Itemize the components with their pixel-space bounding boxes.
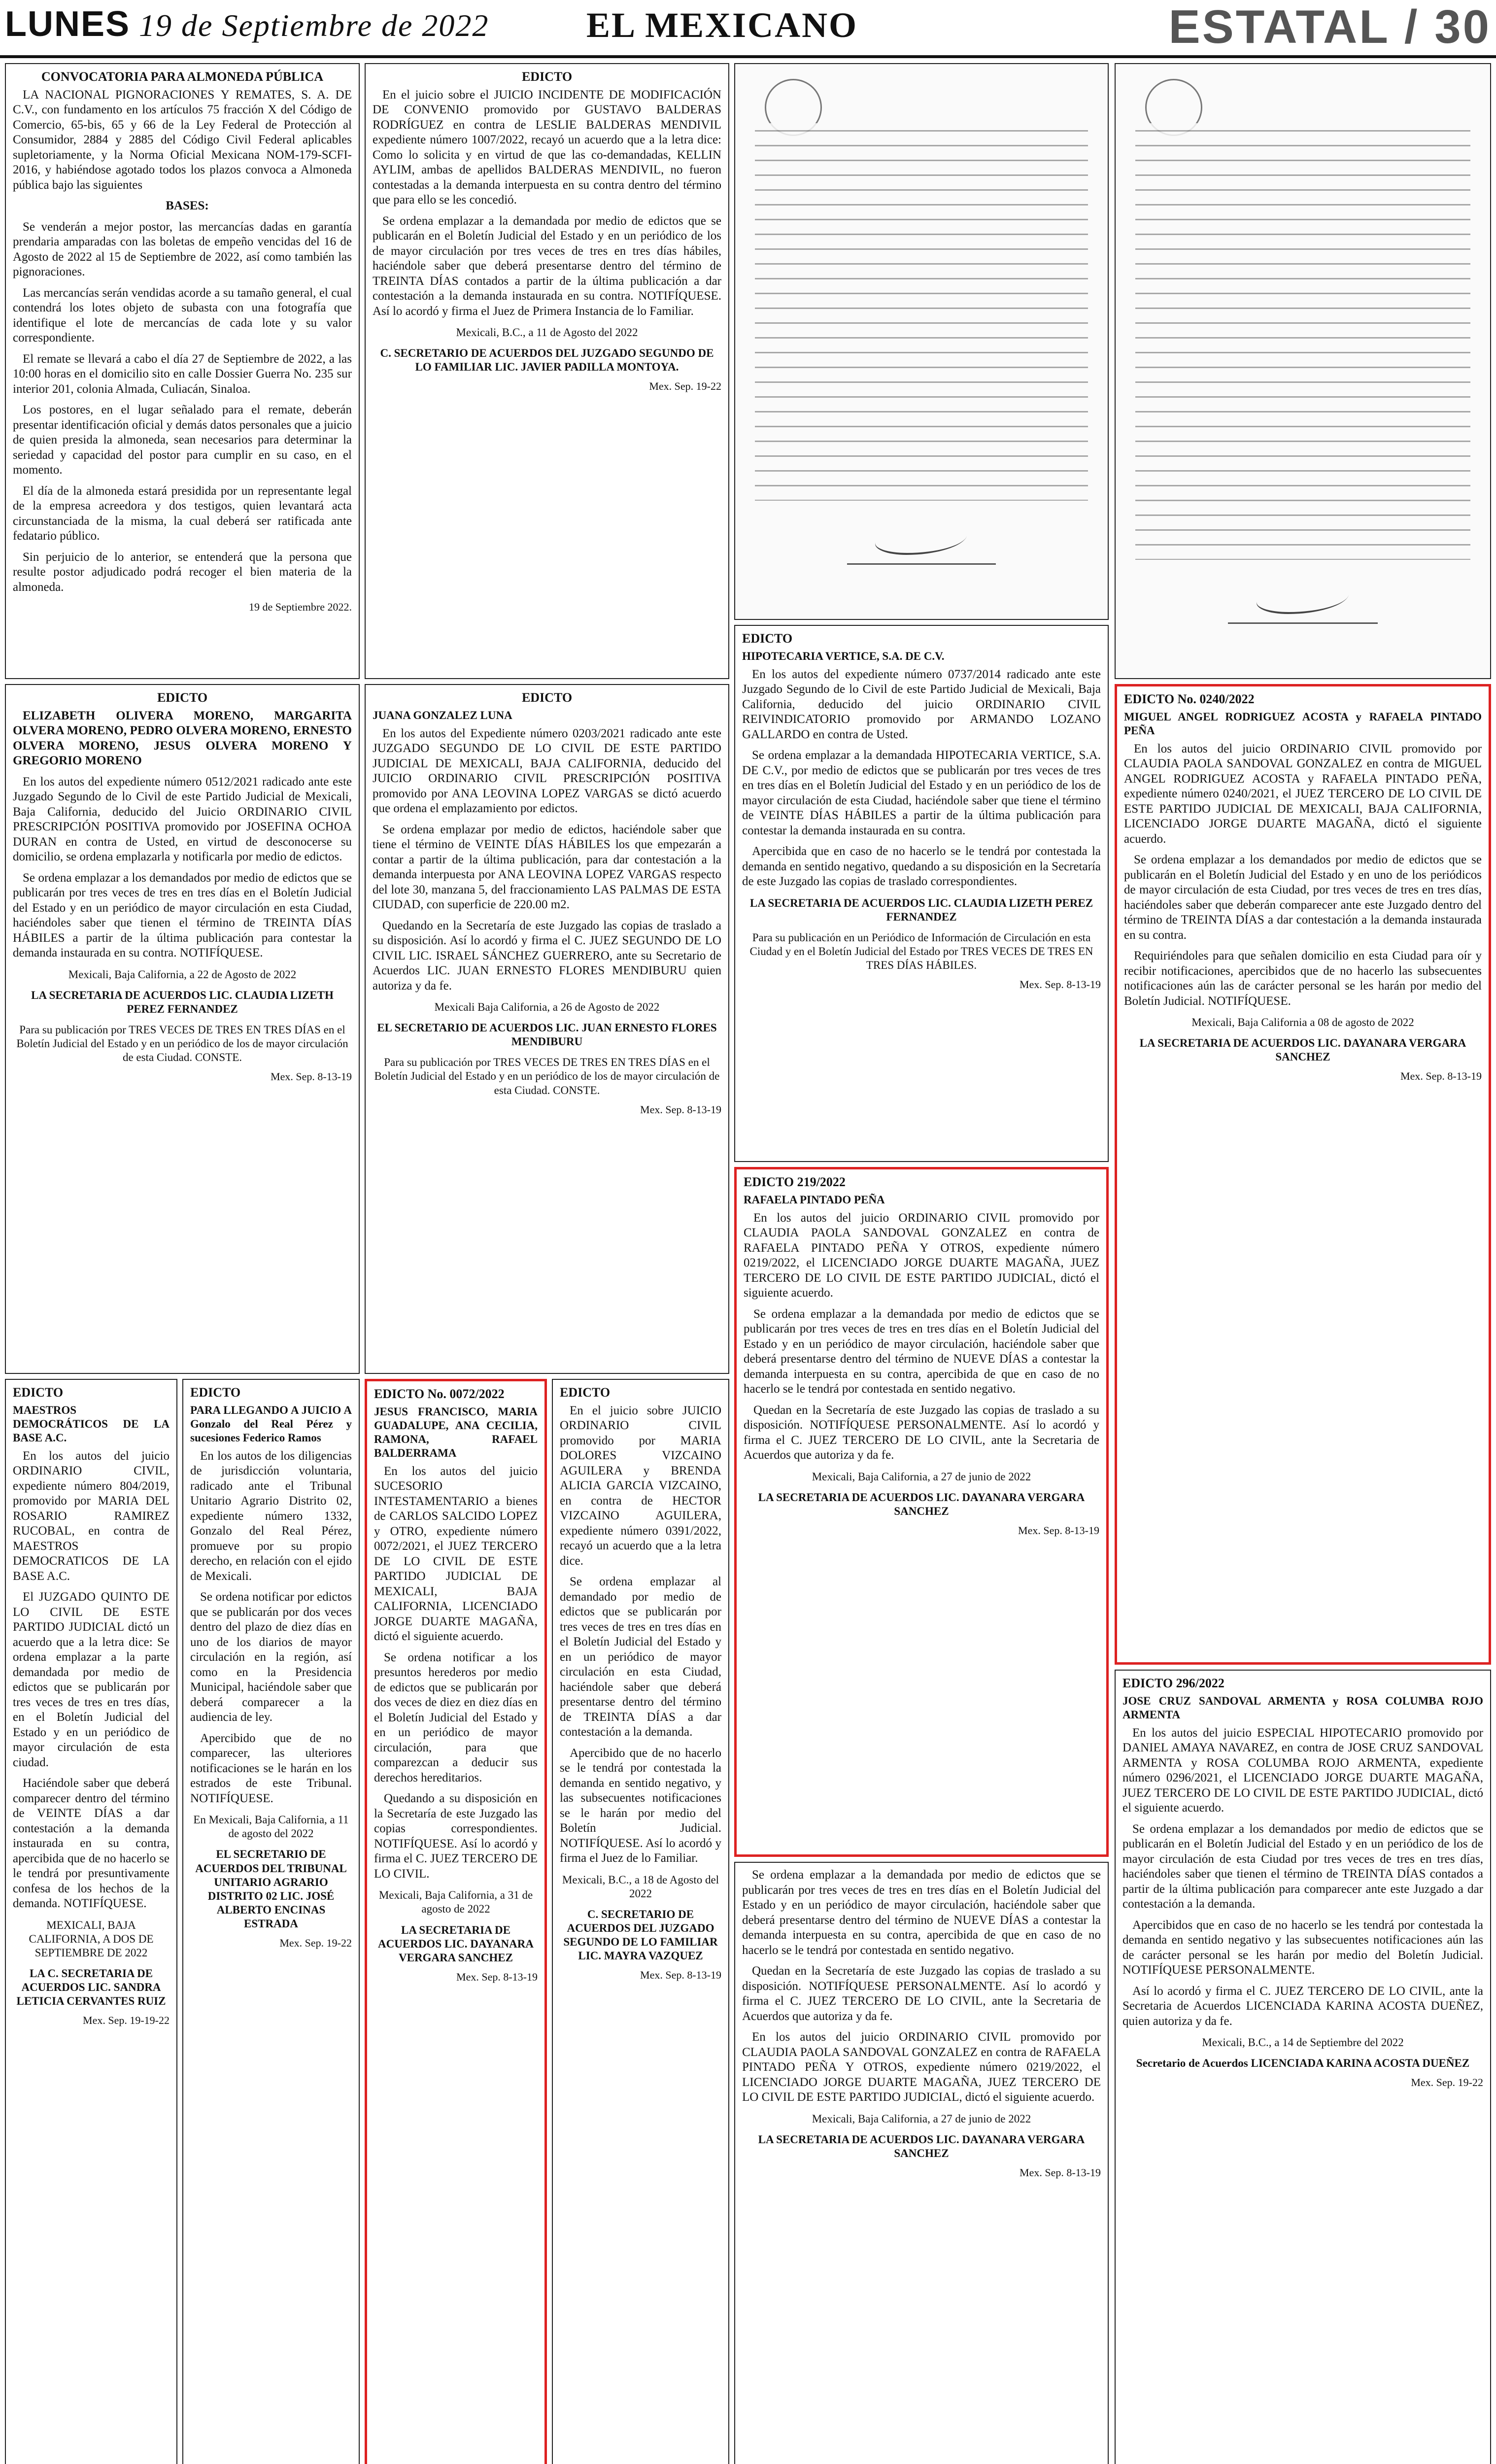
signature-line (847, 563, 996, 565)
edicto-paragraph: En los autos del juicio ORDINARIO CIVIL promovido por CLAUDIA PAOLA SANDOVAL GONZALEZ en contra de RAFAELA PINTADO PEÑA Y OTROS, expediente número 0219/2022, el LICENCIADO JORGE DUARTE MAGAÑA, JUEZ TERCERO DE LO CIVIL DE ESTE PARTIDO JUDICIAL, dictó el siguiente acuerdo. (744, 1211, 1099, 1300)
page-header (0, 0, 1496, 58)
edicto-addressee: JUANA GONZALEZ LUNA (373, 709, 512, 721)
edicto-paragraph: En los autos del expediente número 0737/2014 radicado ante este Juzgado Segundo de lo Civil de este Partido Judicial de Mexicali, Baja California, deducido del juicio ORDINARIO CIVIL REIVINDICATORIO promovido por ARMANDO LOZANO GALLARDO en contra de Usted. (742, 667, 1101, 741)
edicto-paragraph: El JUZGADO QUINTO DE LO CIVIL DE ESTE PARTIDO JUDICIAL dictó un acuerdo que a la letra dice: Se ordena emplazar a la parte demandada por medio de edictos que se publicarán por tres veces de tres en tres días, en el Boletín Judicial del Estado y en un periódico de mayor circulación de esta ciudad. (13, 1590, 170, 1769)
edicto-paragraph: Se ordena notificar por edictos que se publicarán por dos veces dentro del plazo de diez días en uno de los diarios de mayor circulación en la región, así como en la Presidencia Municipal, haciéndole saber que deberá comparecer a la audiencia de ley. (190, 1590, 352, 1724)
edicto-footer: Mex. Sep. 8-13-19 (1018, 1524, 1099, 1537)
almoneda-paragraph: Sin perjuicio de lo anterior, se entenderá que la persona que resulte postor adjudicado podrá recoger el bien materia de la almoneda. (13, 550, 352, 594)
edicto-paragraph: En los autos del expediente número 0512/2021 radicado ante este Juzgado Segundo de lo Civil de este Partido Judicial de Mexicali, Baja California, deducido del Juicio ORDINARIO CIVIL PRESCRIPCIÓN POSITIVA promovido por JOSEFINA OCHOA DURAN en contra de Usted, en virtud de desconocerse su domicilio, se ordena emplazarla y notificarla por medio de edictos. (13, 775, 352, 864)
edicto-signature: LA SECRETARIA DE ACUERDOS LIC. DAYANARA VERGARA SANCHEZ (758, 1491, 1085, 1517)
edicto-paragraph: Haciéndole saber que deberá comparecer dentro del término de VEINTE DÍAS a dar contestación a la demanda instaurada en su contra, apercibida que de no hacerlo se le tendrá por presuntivamente confesa de los hechos de la demanda. NOTIFÍQUESE. (13, 1777, 170, 1911)
edicto-publication: Para su publicación por TRES VECES DE TRES EN TRES DÍAS en el Boletín Judicial del Estado y en un periódico de los de mayor circulación de esta Ciudad. CONSTE. (374, 1056, 720, 1096)
edicto-title: EDICTO (190, 1385, 241, 1400)
edicto-place: Mexicali Baja California, a 26 de Agosto de 2022 (434, 1001, 660, 1014)
header-day (5, 4, 489, 44)
almoneda-paragraph: El remate se llevará a cabo el día 27 de Septiembre de 2022, a las 10:00 horas en el domicilio sito en calle Dossier Guerra No. 235 sur interior 201, colonia Almada, Culiacán, Sinaloa. (13, 352, 352, 396)
edicto-signature: C. SECRETARIO DE ACUERDOS DEL JUZGADO SEGUNDO DE LO FAMILIAR LIC. MAYRA VAZQUEZ (563, 1908, 718, 1962)
edicto-footer: Mex. Sep. 19-22 (1411, 2076, 1483, 2089)
scanned-text-lines (1135, 123, 1470, 560)
edicto-addressee: MAESTROS DEMOCRÁTICOS DE LA BASE A.C. (13, 1403, 170, 1444)
edicto-footer: Mex. Sep. 8-13-19 (640, 1969, 721, 1981)
edicto-signature: Secretario de Acuerdos LICENCIADA KARINA ACOSTA DUEÑEZ (1136, 2057, 1470, 2070)
handwritten-signature (1252, 582, 1354, 614)
edicto-footer: Mex. Sep. 8-13-19 (1020, 2166, 1101, 2179)
edicto-tribunal-agrario (182, 1379, 360, 2464)
edicto-signature: LA SECRETARIA DE ACUERDOS LIC. DAYANARA VERGARA SANCHEZ (378, 1923, 534, 1964)
edicto-vizcaino-aguilera (552, 1379, 729, 2464)
edicto-title: EDICTO (521, 690, 573, 705)
section-label: ESTATAL / 30 (1168, 0, 1491, 53)
edicto-juana-gonzalez (365, 684, 729, 1374)
edicto-paragraph: En el juicio sobre JUICIO ORDINARIO CIVIL promovido por MARIA DOLORES VIZCAINO AGUILERA y BRENDA ALICIA GARCIA VIZCAINO, en contra de HECTOR VIZCAINO AGUILERA, expediente número 0391/2022, recayó un acuerdo que a la letra dice. (560, 1403, 721, 1568)
edicto-paragraph: Se ordena emplazar por medio de edictos, haciéndole saber que tiene el término de VEINTE DÍAS HÁBILES los que empezarán a contar a partir de la última publicación, para dar contestación a la demanda interpuesta por ANA LEOVINA LOPEZ VARGAS respecto del lote 30, manzana 5, del fraccionamiento LAS PALMAS DE ESTA CIUDAD, con superficie de 220.00 m2. (373, 822, 721, 912)
edicto-signature: LA SECRETARIA DE ACUERDOS LIC. CLAUDIA LIZETH PEREZ FERNANDEZ (31, 989, 334, 1015)
edicto-paragraph: En el juicio sobre el JUICIO INCIDENTE DE MODIFICACIÓN DE CONVENIO promovido por GUSTAVO BALDERAS RODRÍGUEZ en contra de LESLIE BALDERAS MENDIVIL expediente número 1007/2022, recayó un acuerdo que a la letra dice: Como lo solicita y en virtud de que las co-demandadas, KELLIN AYLIM, ambas de apellidos BALDERAS MENDIVIL, no fueron contestadas a la demanda interpuesta en su contra dentro del término que para ello se les concedió. (373, 88, 721, 207)
edicto-paragraph: En los autos del juicio ORDINARIO CIVIL promovido por CLAUDIA PAOLA SANDOVAL GONZALEZ en contra de MIGUEL ANGEL RODRIGUEZ ACOSTA y RAFAELA PINTADO PEÑA, expediente número 0240/2021, el JUEZ TERCERO DE LO CIVIL DE ESTE PARTIDO JUDICIAL DE MEXICALI, BAJA CALIFORNIA, LICENCIADO JORGE DUARTE MAGAÑA, dictó el siguiente acuerdo. (1124, 742, 1482, 846)
edicto-paragraph: Se ordena emplazar a la demandada por medio de edictos que se publicarán en el Boletín Judicial del Estado y en un periódico de los de mayor circulación por tres veces de tres en tres días hábiles, haciéndole saber que deberá presentarse dentro del término de TREINTA DÍAS contados a partir de la última publicación a dar contestación a la demanda instaurada en su contra. NOTIFÍQUESE. Así lo acordó y firma el Juez de Primera Instancia de lo Familiar. (373, 214, 721, 318)
edicto-paragraph: Quedan en la Secretaría de este Juzgado las copias de traslado a su disposición. NOTIFÍQUESE PERSONALMENTE. Así lo acordó y firma el C. JUEZ TERCERO DE LO CIVIL, ante la Secretaria de Acuerdos que autoriza y da fe. (742, 1964, 1101, 2023)
edicto-paragraph: Apercibido que de no hacerlo se le tendrá por contestada la demanda en sentido negativo, y las subsecuentes notificaciones se le harán por medio del Boletín Judicial. NOTIFÍQUESE. Así lo acordó y firma el Juez de lo Familiar. (560, 1746, 721, 1865)
edicto-place: Mexicali, Baja California, a 22 de Agosto de 2022 (68, 968, 297, 981)
edicto-place: MEXICALI, BAJA CALIFORNIA, A DOS DE SEPTIEMBRE DE 2022 (29, 1918, 154, 1959)
edicto-paragraph: Quedan en la Secretaría de este Juzgado las copias de traslado a su disposición. NOTIFÍQUESE PERSONALMENTE. Así lo acordó y firma el C. JUEZ TERCERO DE LO CIVIL, ante la Secretaria de Acuerdos que autoriza y da fe. (744, 1403, 1099, 1462)
edicto-signature: EL SECRETARIO DE ACUERDOS LIC. JUAN ERNESTO FLORES MENDIBURU (377, 1022, 717, 1048)
edicto-place: En Mexicali, Baja California, a 11 de agosto del 2022 (193, 1814, 349, 1840)
almoneda-paragraph: LA NACIONAL PIGNORACIONES Y REMATES, S. A. DE C.V., con fundamento en los artículos 75 fracción X del Código de Comercio, 65-bis, 65 y 66 de la Ley Federal de Protección al Consumidor, 2884 y 2885 del Código Civil Federal aplicables supletoriamente, y la Norma Oficial Mexicana NOM-179-SCFI-2016, y habiéndose agotado todos los plazos convoca a Almoneda pública bajo las siguientes (13, 88, 352, 192)
header-date: 19 de Septiembre de 2022 (139, 8, 489, 43)
edicto-paragraph: En los autos del Expediente número 0203/2021 radicado ante este JUZGADO SEGUNDO DE LO CIVIL DE ESTE PARTIDO JUDICIAL DE MEXICALI, BAJA CALIFORNIA, deducido del JUICIO ORDINARIO CIVIL PRESCRIPCIÓN POSITIVA promovido por ANA LEOVINA LOPEZ VARGAS se dictó acuerdo que ordena el emplazamiento por edictos. (373, 726, 721, 816)
edicto-place: Mexicali, Baja California, a 31 de agosto de 2022 (378, 1889, 533, 1916)
edicto-paragraph: Quedando a su disposición en la Secretaría de este Juzgado las copias correspondientes. NOTIFÍQUESE. Así lo acordó y firma el C. JUEZ TERCERO DE LO CIVIL. (374, 1792, 538, 1881)
edicto-title: EDICTO 296/2022 (1122, 1676, 1224, 1690)
edicto-publication: Para su publicación por TRES VECES DE TRES EN TRES DÍAS en el Boletín Judicial del Estado y en un periódico de los de mayor circulación de esta Ciudad. CONSTE. (16, 1023, 348, 1063)
edicto-signature: LA SECRETARIA DE ACUERDOS LIC. DAYANARA VERGARA SANCHEZ (1139, 1037, 1466, 1063)
edicto-paragraph: En los autos de los diligencias de jurisdicción voluntaria, radicado ante el Tribunal Unitario Agrario Distrito 02, expediente número 1332, Gonzalo del Real Pérez, promueve por su propio derecho, en relación con el ejido de Mexicali. (190, 1449, 352, 1583)
almoneda-paragraph: Se venderán a mejor postor, las mercancías dadas en garantía prendaria amparadas con las boletas de empeño vencidas del 16 de Agosto de 2022 al 15 de Septiembre de 2022, así como también las pignoraciones. (13, 220, 352, 279)
edicto-footer: Mex. Sep. 8-13-19 (271, 1070, 352, 1083)
scanned-text-lines (755, 123, 1088, 501)
almoneda-paragraph: El día de la almoneda estará presidida por un representante legal de la empresa acreedora y dos testigos, quien levantará acta circunstanciada de la misma, la cual deberá ser ratificada ante fedatario público. (13, 484, 352, 543)
edicto-paragraph: Se ordena emplazar a los demandados por medio de edictos que se publicarán en el Boletín Judicial del Estado y en un periódico de los de mayor circulación de esta Ciudad por tres veces de tres en tres días, haciéndoles saber que tienen el término de TREINTA DÍAS contados a partir de la última publicación para comparecer ante este Juzgado a dar contestación a la demanda. (1122, 1822, 1483, 1911)
edicto-footer: Mex. Sep. 8-13-19 (640, 1103, 721, 1116)
edicto-footer: Mex. Sep. 8-13-19 (1400, 1070, 1482, 1083)
edicto-paragraph: Se ordena emplazar a la demandada por medio de edictos que se publicarán por tres veces de tres en tres días en el Boletín Judicial del Estado y en un periódico de mayor circulación, haciéndole saber que deberá presentarse dentro del término de NUEVE DÍAS a contestar la demanda interpuesta en su contra, apercibida de que en caso de no hacerlo se le tendrá por contestada en sentido negativo. (742, 1868, 1101, 1957)
edicto-paragraph: Apercibidos que en caso de no hacerlo se les tendrá por contestada la demanda en sentido negativo y las subsecuentes notificaciones aún las de carácter personal se les harán por medio del Boletín Judicial. NOTIFÍQUESE PERSONALMENTE. (1122, 1918, 1483, 1977)
edicto-paragraph: Se ordena emplazar a los demandados por medio de edictos que se publicarán por tres veces de tres en tres días en el Boletín Judicial del Estado y en un periódico de mayor circulación en esta Ciudad, haciéndoles saber que tienen el término de TREINTA DÍAS HÁBILES a partir de la última publicación para contestar la demanda instaurada en su contra. NOTIFÍQUESE. (13, 871, 352, 960)
edicto-paragraph: Apercibida que en caso de no hacerlo se le tendrá por contestada la demanda en sentido negativo, quedando a su disposición en la Secretaría de este Juzgado las copias de traslado correspondientes. (742, 845, 1101, 889)
almoneda-bases: BASES: (166, 199, 209, 213)
almoneda-notice (5, 63, 360, 679)
edicto-paragraph: Quedando en la Secretaría de este Juzgado las copias de traslado a su disposición. Así lo acordó y firma el C. JUEZ SEGUNDO DE LO CIVIL LIC. ISRAEL SÁNCHEZ GUERRERO, ante su Secretario de Acuerdos LIC. JUAN ERNESTO FLORES MENDIBURU quien autoriza y da fe. (373, 919, 721, 992)
edicto-title: EDICTO No. 0072/2022 (374, 1387, 505, 1401)
edicto-219-continuation (734, 1862, 1109, 2464)
edicto-place: Mexicali, Baja California, a 27 de junio de 2022 (812, 2112, 1031, 2125)
day-label: LUNES (5, 4, 131, 44)
edicto-title: EDICTO (742, 631, 793, 646)
edicto-title: EDICTO (521, 69, 573, 84)
edicto-signature: C. SECRETARIO DE ACUERDOS DEL JUZGADO SEGUNDO DE LO FAMILIAR LIC. JAVIER PADILLA MONTOYA. (380, 347, 714, 374)
scanned-edict-image-2 (1115, 63, 1491, 679)
edicto-title: EDICTO (560, 1385, 611, 1400)
edicto-paragraph: Así lo acordó y firma el C. JUEZ TERCERO DE LO CIVIL, ante la Secretaria de Acuerdos LICENCIADA KARINA ACOSTA DUEÑEZ, quien autoriza y da fe. (1122, 1984, 1483, 2028)
edicto-paragraph: En los autos del juicio ORDINARIO CIVIL promovido por CLAUDIA PAOLA SANDOVAL GONZALEZ en contra de RAFAELA PINTADO PEÑA Y OTROS, expediente número 0219/2022, el LICENCIADO JORGE DUARTE MAGAÑA, JUEZ TERCERO DE LO CIVIL DE ESTE PARTIDO JUDICIAL, dictó el siguiente acuerdo. (742, 2030, 1101, 2104)
edicto-title: EDICTO 219/2022 (744, 1175, 846, 1189)
edicto-signature: EL SECRETARIO DE ACUERDOS DEL TRIBUNAL UNITARIO AGRARIO DISTRITO 02 LIC. JOSÉ ALBERTO ENCINAS ESTRADA (195, 1848, 347, 1930)
edicto-paragraph: En los autos del juicio ORDINARIO CIVIL, expediente número 804/2019, promovido por MARIA DEL ROSARIO RAMIREZ RUCOBAL, en contra de MAESTROS DEMOCRATICOS DE LA BASE A.C. (13, 1449, 170, 1583)
edicto-addressee: MIGUEL ANGEL RODRIGUEZ ACOSTA y RAFAELA PINTADO PEÑA (1124, 710, 1482, 737)
edicto-0240 (1115, 684, 1491, 1665)
edicto-addressee: HIPOTECARIA VERTICE, S.A. DE C.V. (742, 650, 945, 662)
edicto-paragraph: En los autos del juicio ESPECIAL HIPOTECARIO promovido por DANIEL AMAYA NAVAREZ, en contra de JOSE CRUZ SANDOVAL ARMENTA y ROSA COLUMBA ROJO ARMENTA, expediente número 0296/2021, el LICENCIADO JORGE DUARTE MAGAÑA, JUEZ TERCERO DE LO CIVIL DE ESTE PARTIDO JUDICIAL, dictó el siguiente acuerdo. (1122, 1726, 1483, 1815)
edicto-addressees: ELIZABETH OLIVERA MORENO, MARGARITA OLVERA MORENO, PEDRO OLVERA MORENO, ERNESTO OLVERA MORENO, JESUS OLVERA MORENO Y GREGORIO MORENO (13, 709, 352, 768)
edicto-paragraph: Se ordena notificar a los presuntos herederos por medio de edictos que se publicarán por dos veces de diez en diez días en el Boletín Judicial del Estado y en un periódico de mayor circulación, para que comparezcan a deducir sus derechos hereditarios. (374, 1650, 538, 1784)
handwritten-signature (871, 523, 972, 555)
edicto-footer: Mex. Sep. 8-13-19 (456, 1970, 538, 1983)
edicto-signature: LA SECRETARIA DE ACUERDOS LIC. DAYANARA VERGARA SANCHEZ (758, 2133, 1085, 2159)
signature-line (1228, 622, 1378, 624)
edicto-olvera-moreno (5, 684, 360, 1374)
edicto-place: Mexicali, Baja California a 08 de agosto de 2022 (1191, 1016, 1414, 1029)
edicto-title: EDICTO (13, 1385, 64, 1400)
almoneda-paragraph: Las mercancías serán vendidas acorde a su tamaño general, el cual contendrá los lotes objeto de subasta con una fotografía que identifique el lote de mercancías de cada lote y su valor correspondiente. (13, 286, 352, 345)
edicto-addressee: PARA LLEGANDO A JUICIO A Gonzalo del Real Pérez y sucesiones Federico Ramos (190, 1403, 352, 1444)
edicto-hipotecaria-vertice (734, 625, 1109, 1162)
edicto-footer: Mex. Sep. 19-19-22 (83, 2014, 170, 2027)
edicto-footer: Mex. Sep. 8-13-19 (1020, 978, 1101, 991)
edicto-footer: Mex. Sep. 19-22 (649, 380, 721, 393)
edicto-paragraph: Se ordena emplazar a la demandada por medio de edictos que se publicarán por tres veces de tres en tres días en el Boletín Judicial del Estado y en un periódico de mayor circulación, haciéndole saber que deberá presentarse dentro del término de NUEVE DÍAS a contestar la demanda interpuesta en su contra, apercibida de que en caso de no hacerlo se le tendrá por contestada en sentido negativo. (744, 1307, 1099, 1396)
edicto-paragraph: Se ordena emplazar a la demandada HIPOTECARIA VERTICE, S.A. DE C.V., por medio de edictos que se publicarán por tres veces de tres en tres días en el Boletín Judicial del Estado y en un periódico de los de mayor circulación de esta Ciudad, haciéndole saber que tiene el término de VEINTE DÍAS HÁBILES a partir de la última publicación para contestar la demanda instaurada en su contra. (742, 749, 1101, 837)
almoneda-title: CONVOCATORIA PARA ALMONEDA PÚBLICA (41, 69, 324, 84)
edicto-paragraph: En los autos del juicio SUCESORIO INTESTAMENTARIO a bienes de CARLOS SALCIDO LOPEZ y OTRO, expediente número 0072/2021, el JUEZ TERCERO DE LO CIVIL DE ESTE PARTIDO JUDICIAL DE MEXICALI, BAJA CALIFORNIA, LICENCIADO JORGE DUARTE MAGAÑA, dictó el siguiente acuerdo. (374, 1464, 538, 1643)
edicto-publication: Para su publicación en un Periódico de Información de Circulación en esta Ciudad y en el Boletín Judicial del Estado por TRES VECES DE TRES EN TRES DÍAS HÁBILES. (749, 931, 1093, 971)
edicto-footer: Mex. Sep. 19-22 (279, 1936, 352, 1949)
edicto-paragraph: Requiriéndoles para que señalen domicilio en esta Ciudad para oír y recibir notificaciones, apercibidos que de no hacerlo las subsecuentes notificaciones aún las de carácter personal se les harán por medio del Boletín Judicial. NOTIFÍQUESE. (1124, 949, 1482, 1008)
newspaper-name: EL MEXICANO (586, 5, 858, 45)
edicto-219 (734, 1167, 1109, 1857)
edicto-addressee: JESUS FRANCISCO, MARIA GUADALUPE, ANA CECILIA, RAMONA, RAFAEL BALDERRAMA (374, 1405, 538, 1459)
edicto-place: Mexicali, B.C., a 11 de Agosto del 2022 (456, 326, 638, 339)
edicto-296 (1115, 1670, 1491, 2464)
edicto-place: Mexicali, Baja California, a 27 de junio de 2022 (812, 1470, 1031, 1483)
edicto-paragraph: Se ordena emplazar a los demandados por medio de edictos que se publicarán en el Boletín Judicial del Estado y en uno de los periódicos de mayor circulación de esta Ciudad, por tres veces de tres en tres días, haciéndoles saber que deberán comparecer ante este Juzgado dentro del término de TREINTA DÍAS a dar contestación a la demanda instaurada en su contra. (1124, 853, 1482, 942)
edicto-title: EDICTO No. 0240/2022 (1124, 692, 1255, 706)
edicto-title: EDICTO (157, 690, 208, 705)
edicto-place: Mexicali, B.C., a 18 de Agosto del 2022 (562, 1873, 719, 1900)
edicto-paragraph: Apercibido que de no comparecer, las ulteriores notificaciones se le harán en los estrados de este Tribunal. NOTIFÍQUESE. (190, 1731, 352, 1805)
scanned-edict-image-1 (734, 63, 1109, 620)
almoneda-paragraph: Los postores, en el lugar señalado para el remate, deberán presentar identificación oficial y demás datos personales que a juicio de quien presida la almoneda, sean necesarios para determinar la seriedad y capacidad del postor para cumplir en su caso, en el momento. (13, 403, 352, 477)
edicto-paragraph: Se ordena emplazar al demandado por medio de edictos que se publicarán por tres veces de tres en tres días en el Boletín Judicial del Estado y en un periódico de mayor circulación en esta Ciudad, haciéndole saber que deberá presentarse dentro del término de TREINTA DÍAS a dar contestación a la demanda. (560, 1575, 721, 1739)
edicto-0072 (365, 1379, 547, 2464)
edicto-addressee: RAFAELA PINTADO PEÑA (744, 1193, 885, 1206)
edicto-place: Mexicali, B.C., a 14 de Septiembre del 2022 (1202, 2036, 1404, 2049)
edicto-signature: LA C. SECRETARIA DE ACUERDOS LIC. SANDRA LETICIA CERVANTES RUIZ (16, 1967, 166, 2008)
edicto-maestros-democraticos (5, 1379, 177, 2464)
edicto-balderas (365, 63, 729, 679)
almoneda-date: 19 de Septiembre 2022. (249, 601, 352, 614)
edicto-signature: LA SECRETARIA DE ACUERDOS LIC. CLAUDIA LIZETH PEREZ FERNANDEZ (749, 896, 1093, 923)
edicto-addressee: JOSE CRUZ SANDOVAL ARMENTA y ROSA COLUMBA ROJO ARMENTA (1122, 1694, 1483, 1721)
